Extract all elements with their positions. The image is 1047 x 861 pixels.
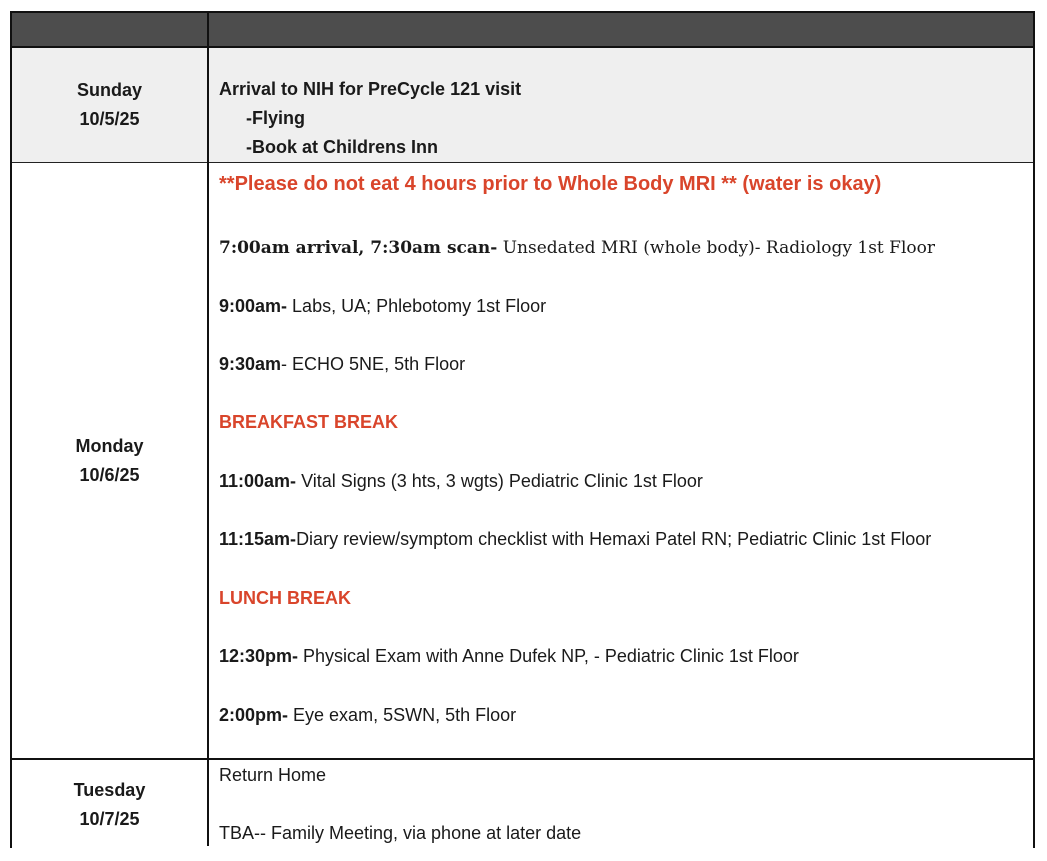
day-cell <box>12 762 207 848</box>
schedule-item: 11:00am- Vital Signs (3 hts, 3 wgts) Pediatric Clinic 1st Floor <box>219 471 703 491</box>
day-cell <box>12 48 207 162</box>
day-date: 10/5/25 <box>79 109 140 129</box>
fasting-notice: **Please do not eat 4 hours prior to Whole Body MRI ** (water is okay) <box>219 173 882 195</box>
lunch-break: LUNCH BREAK <box>219 588 351 608</box>
day-name: Monday <box>75 436 144 456</box>
day-name: Sunday <box>76 80 142 100</box>
day-date: 10/6/25 <box>79 465 140 485</box>
schedule-item: 11:15am-Diary review/symptom checklist with Hemaxi Patel RN; Pediatric Clinic 1st Floor <box>219 529 932 549</box>
schedule-item: 9:30am- ECHO 5NE, 5th Floor <box>219 354 466 374</box>
schedule-table <box>10 11 1035 848</box>
return-home: Return Home <box>219 765 327 785</box>
day-cell <box>12 164 207 758</box>
travel-note: -Flying <box>246 108 305 128</box>
schedule-cell <box>219 48 1025 162</box>
family-meeting: TBA-- Family Meeting, via phone at later date <box>219 823 582 843</box>
schedule-item: 7:00am arrival, 7:30am scan- Unsedated MRI (whole body)- Radiology 1st Floor <box>219 238 935 258</box>
lodging-note: -Book at Childrens Inn <box>246 137 439 157</box>
table-row <box>12 762 1033 848</box>
schedule-item: 9:00am- Labs, UA; Phlebotomy 1st Floor <box>219 296 547 316</box>
schedule-item: 12:30pm- Physical Exam with Anne Dufek NP, - Pediatric Clinic 1st Floor <box>219 646 799 666</box>
visit-title: Arrival to NIH for PreCycle 121 visit <box>219 79 522 99</box>
breakfast-break: BREAKFAST BREAK <box>219 412 399 432</box>
schedule-item: 2:00pm- Eye exam, 5SWN, 5th Floor <box>219 705 517 725</box>
schedule-cell <box>219 762 1025 848</box>
day-name: Tuesday <box>73 780 146 800</box>
column-divider <box>207 13 209 846</box>
table-row <box>12 164 1033 760</box>
table-row <box>12 48 1033 163</box>
table-header-row <box>12 13 1033 48</box>
schedule-cell <box>219 164 1025 758</box>
day-date: 10/7/25 <box>79 809 140 829</box>
